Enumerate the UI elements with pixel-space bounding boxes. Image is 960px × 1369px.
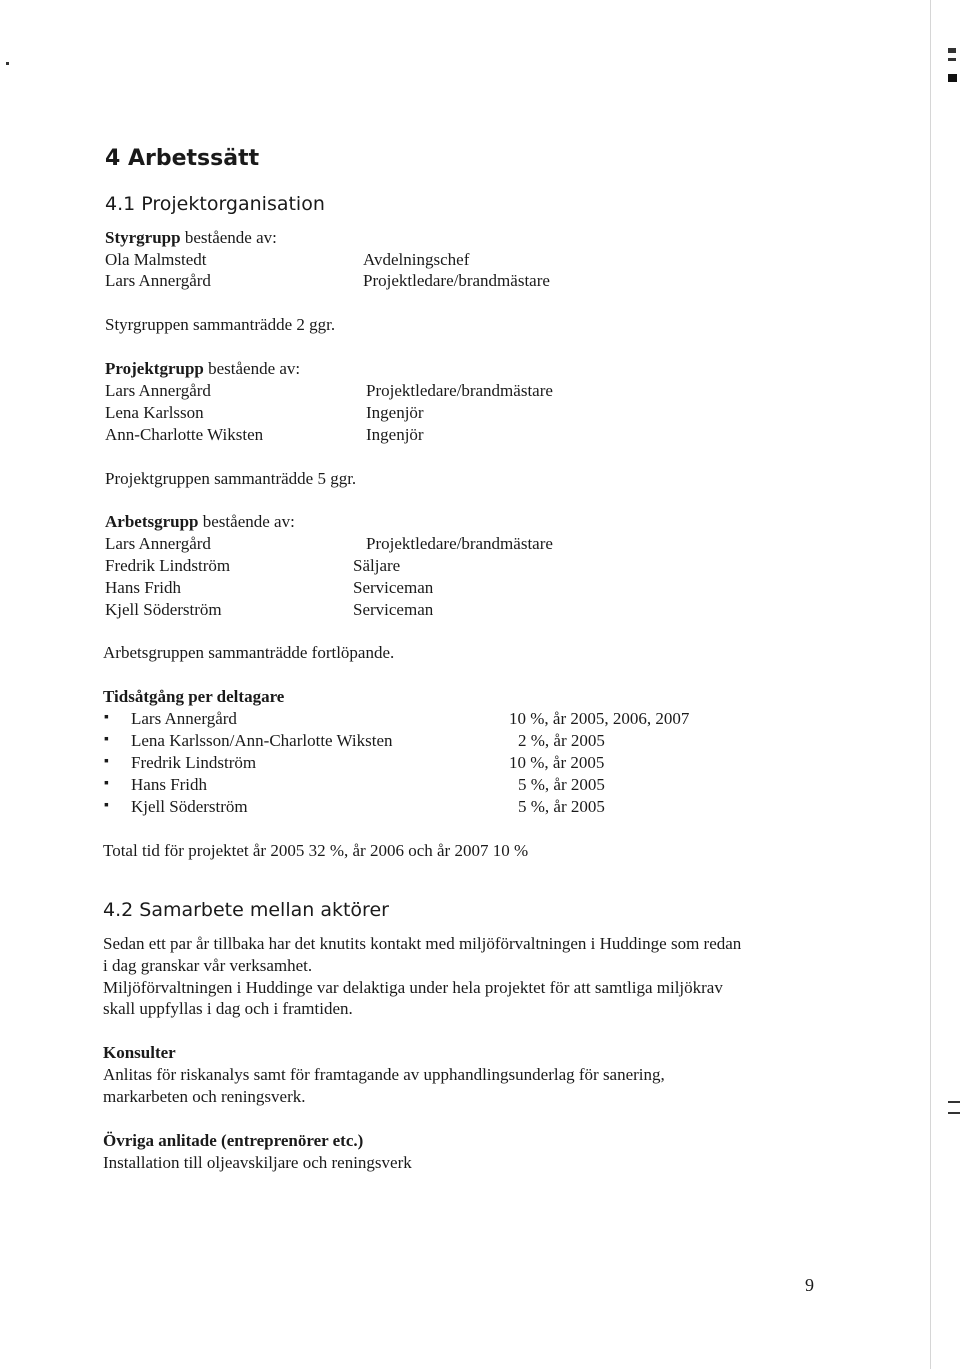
konsulter-line: markarbeten och reningsverk. xyxy=(103,1087,306,1106)
ovriga-heading: Övriga anlitade (entreprenörer etc.) xyxy=(103,1131,364,1150)
projektgrupp-member-name: Lena Karlsson xyxy=(105,403,204,422)
projektgrupp-note: Projektgruppen sammanträdde 5 ggr. xyxy=(105,469,357,488)
styrgrupp-member-role: Projektledare/brandmästare xyxy=(363,271,550,290)
arbetsgrupp-heading: Arbetsgrupp bestående av: xyxy=(105,512,295,531)
tidsatgang-row-value: 5 %, år 2005 xyxy=(518,775,605,794)
projektgrupp-member-name: Ann-Charlotte Wiksten xyxy=(105,425,264,444)
arbetsgrupp-member-role: Säljare xyxy=(353,556,401,575)
projektgrupp-heading: Projektgrupp bestående av: xyxy=(105,359,301,378)
tidsatgang-row-name: ▪ Lars Annergård xyxy=(131,708,237,730)
samarbete-line: skall uppfyllas i dag och i framtiden. xyxy=(103,999,353,1018)
projektgrupp-member-role: Ingenjör xyxy=(366,403,424,422)
arbetsgrupp-member-name: Fredrik Lindström xyxy=(105,556,231,575)
konsulter-heading: Konsulter xyxy=(103,1043,176,1062)
section-title: 4 Arbetssätt xyxy=(105,146,260,171)
arbetsgrupp-note: Arbetsgruppen sammanträdde fortlöpande. xyxy=(103,643,395,662)
samarbete-line: Miljöförvaltningen i Huddinge var delaktiga under hela projektet för att samtliga miljökrav xyxy=(103,978,723,997)
styrgrupp-heading: Styrgrupp bestående av: xyxy=(105,228,277,247)
tidsatgang-heading: Tidsåtgång per deltagare xyxy=(103,687,285,706)
arbetsgrupp-member-role: Serviceman xyxy=(353,578,434,597)
page-number: 9 xyxy=(805,1275,814,1295)
samarbete-line: i dag granskar vår verksamhet. xyxy=(103,956,313,975)
tidsatgang-row-value: 2 %, år 2005 xyxy=(518,731,605,750)
scan-edge-marks xyxy=(938,0,960,1369)
projektgrupp-member-role: Projektledare/brandmästare xyxy=(366,381,553,400)
konsulter-line: Anlitas för riskanalys samt för framtagande av upphandlingsunderlag för sanering, xyxy=(103,1065,665,1084)
projektgrupp-member-name: Lars Annergård xyxy=(105,381,211,400)
tidsatgang-row-name: ▪ Hans Fridh xyxy=(131,774,207,796)
tidsatgang-row-value: 5 %, år 2005 xyxy=(518,797,605,816)
scan-dot xyxy=(6,62,9,65)
styrgrupp-note: Styrgruppen sammanträdde 2 ggr. xyxy=(105,315,336,334)
arbetsgrupp-member-name: Hans Fridh xyxy=(105,578,182,597)
tidsatgang-total: Total tid för projektet år 2005 32 %, år 2006 och år 2007 10 % xyxy=(103,841,529,860)
samarbete-heading: 4.2 Samarbete mellan aktörer xyxy=(103,899,389,921)
styrgrupp-member-name: Lars Annergård xyxy=(105,271,211,290)
styrgrupp-member-role: Avdelningschef xyxy=(363,250,470,269)
tidsatgang-row-name: ▪ Fredrik Lindström xyxy=(131,752,256,774)
arbetsgrupp-member-name: Kjell Söderström xyxy=(105,600,222,619)
ovriga-line: Installation till oljeavskiljare och reningsverk xyxy=(103,1153,412,1172)
styrgrupp-member-name: Ola Malmstedt xyxy=(105,250,207,269)
samarbete-line: Sedan ett par år tillbaka har det knutits kontakt med miljöförvaltningen i Huddinge som redan xyxy=(103,934,742,953)
tidsatgang-row-name: ▪ Lena Karlsson/Ann-Charlotte Wiksten xyxy=(131,730,393,752)
arbetsgrupp-member-name: Lars Annergård xyxy=(105,534,211,553)
scan-edge-line xyxy=(930,0,931,1369)
tidsatgang-row-value: 10 %, år 2005 xyxy=(509,753,605,772)
arbetsgrupp-member-role: Projektledare/brandmästare xyxy=(366,534,553,553)
projektgrupp-member-role: Ingenjör xyxy=(366,425,424,444)
tidsatgang-row-value: 10 %, år 2005, 2006, 2007 xyxy=(509,709,690,728)
tidsatgang-row-name: ▪ Kjell Söderström xyxy=(131,796,248,818)
org-heading: 4.1 Projektorganisation xyxy=(105,193,325,215)
arbetsgrupp-member-role: Serviceman xyxy=(353,600,434,619)
